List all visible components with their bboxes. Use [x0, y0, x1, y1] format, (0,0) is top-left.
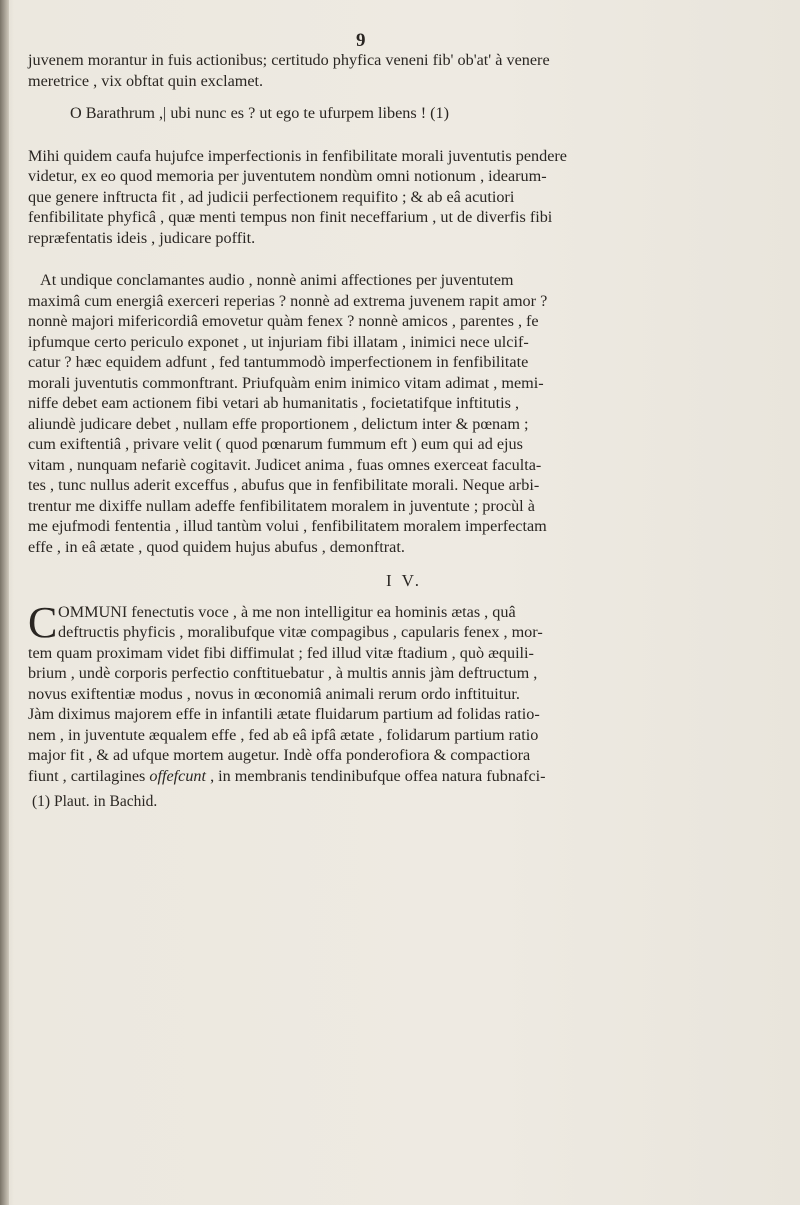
footnote: (1) Plaut. in Bachid. — [32, 793, 158, 810]
italic-word: offefcunt — [149, 766, 207, 785]
text-line: ipfumque certo periculo exponet , ut injuriam fibi illatam , inimici nece ulcif- — [28, 332, 529, 351]
section-heading: I V. — [386, 571, 422, 590]
text-line: meretrice , vix obftat quin exclamet. — [28, 71, 264, 90]
text-line: fenfibilitate phyficâ , quæ menti tempus non finit neceffarium , ut de diverfis fibi — [28, 208, 553, 226]
quotation: O Barathrum ,| ubi nunc es ? ut ego te ufurpem libens ! (1) — [70, 104, 450, 122]
text-line: novus exiftentiæ modus , novus in œconomiâ animali rerum ordo inftituitur. — [28, 684, 520, 703]
text-line: Jàm diximus majorem effe in infantili ætate fluidarum partium ad folidas ratio- — [28, 705, 540, 723]
text-line: que genere inftructa fit , ad judicii perfectionem requifito ; & ab eâ acutiori — [28, 187, 515, 206]
text-line: brium , undè corporis perfectio conftituebatur , à multis annis jàm deftructum , — [28, 664, 538, 682]
text-line: major fit , & ad ufque mortem augetur. Indè offa ponderofiora & compactiora — [28, 746, 531, 764]
text-line: effe , in eâ ætate , quod quidem hujus abufus , demonftrat. — [28, 537, 405, 556]
text-line: morali juventutis commonftrant. Priufquàm enim inimico vitam adimat , memi- — [28, 373, 544, 392]
text-line: catur ? hæc equidem adfunt , fed tantummodò imperfectionem in fenfibilitate — [28, 353, 529, 371]
paragraph-3 — [28, 597, 780, 787]
text-line: repræfentatis ideis , judicare poffit. — [28, 228, 256, 247]
text-line: aliundè judicare debet , nullam effe proportionem , delictum inter & pœnam ; — [28, 414, 529, 433]
text-line: Mihi quidem caufa hujufce imperfectionis in fenfibilitate morali juventutis pendere — [28, 146, 567, 165]
page-text — [28, 50, 780, 813]
paragraph-1 — [28, 146, 780, 249]
text-line: tem quam proximam videt fibi diffimulat ; fed illud vitæ ftadium , quò æquili- — [28, 643, 534, 662]
text-line: videtur, ex eo quod memoria per juventutem nondùm omni notionum , idearum- — [28, 167, 547, 185]
text-line: nonnè majori mifericordiâ emovetur quàm fenex ? nonnè amicos , parentes , fe — [28, 312, 539, 330]
text-line — [28, 766, 780, 787]
page-spine-shadow — [0, 0, 9, 1205]
text-line: me ejufmodi fententia , illud tantùm volui , fenfibilitatem moralem imperfectam — [28, 517, 547, 535]
text-line: OMMUNI fenectutis voce , à me non intelligitur ea hominis ætas , quâ — [58, 602, 516, 621]
text-fragment: , in membranis tendinibufque offea natura fubnafci- — [210, 766, 546, 785]
text-line: niffe debet eam actionem fibi vetari ab humanitatis , focietatifque inftitutis , — [28, 394, 520, 412]
text-line: At undique conclamantes audio , nonnè animi affectiones per juventutem — [40, 271, 514, 289]
text-line: juvenem morantur in fuis actionibus; certitudo phyfica veneni fib' ob'at' à venere — [28, 51, 550, 69]
text-line: cum exiftentiâ , privare velit ( quod pœnarum fummum eft ) eum qui ad ejus — [28, 435, 523, 453]
paragraph-2 — [28, 270, 780, 557]
text-fragment: fiunt , cartilagines — [28, 766, 146, 785]
text-line: vitam , nunquam nefariè cogitavit. Judicet anima , fuas omnes exerceat faculta- — [28, 455, 542, 474]
page-number: 9 — [356, 30, 366, 51]
drop-cap: C — [28, 597, 58, 647]
text-line: deftructis phyficis , moralibufque vitæ compagibus , capularis fenex , mor- — [58, 623, 543, 641]
text-line: tes , tunc nullus aderit exceffus , abufus que in fenfibilitate morali. Neque arbi- — [28, 476, 540, 494]
text-line: maximâ cum energiâ exerceri reperias ? nonnè ad extrema juvenem rapit amor ? — [28, 291, 548, 310]
text-line: nem , in juventute æqualem effe , fed ab eâ ipfâ ætate , folidarum partium ratio — [28, 725, 539, 744]
text-line: trentur me dixiffe nullam adeffe fenfibilitatem moralem in juventute ; procùl à — [28, 496, 535, 515]
